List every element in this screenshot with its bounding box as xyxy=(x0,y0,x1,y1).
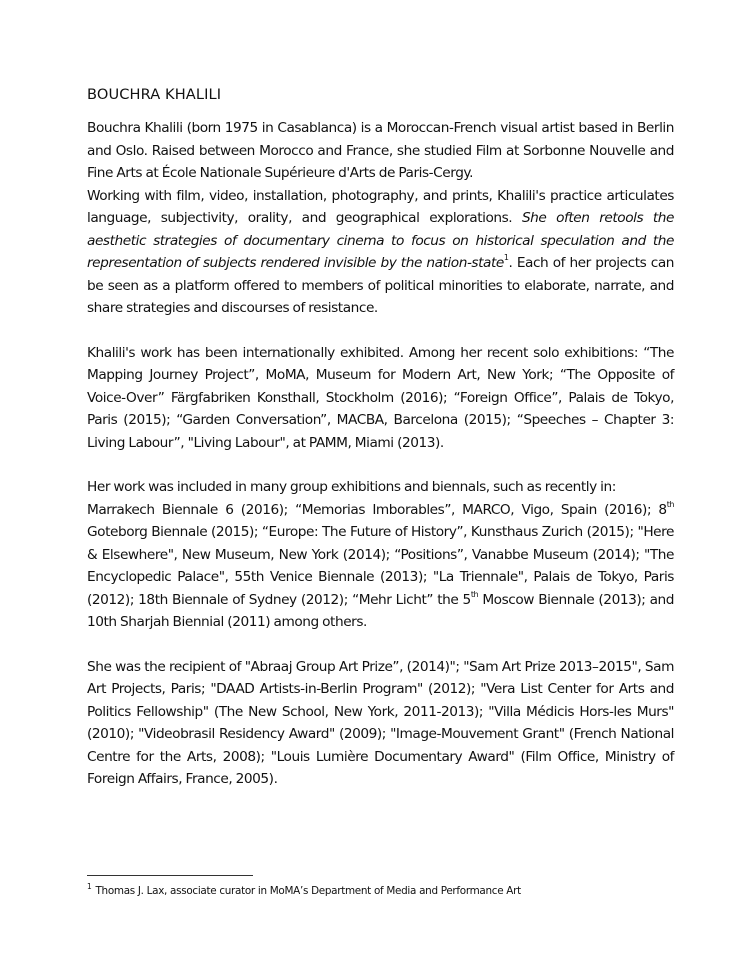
group-list-a: Marrakech Biennale 6 (2016); “Memorias Imborables”, MARCO, Vigo, Spain (2016); 8 xyxy=(87,501,667,518)
group-intro: Her work was included in many group exhibitions and biennals, such as recently in: xyxy=(87,479,616,495)
practice-text: Working with film, video, installation, photography, and prints, Khalili's practice articulates language, subjectivity, orality, and geographical explorations. xyxy=(87,187,674,226)
ordinal-suffix: th xyxy=(666,499,674,509)
group-list-b: Goteborg Biennale (2015); “Europe: The Future of History”, Kunsthaus Zurich (2015); "Here & Elsewhere", New Museum, New York (2014); “Positions”, Vanabbe Museum (2014); "The Encyclopedic Palace", 55th Venice Biennale (2013); "La Triennale", Palais de Tokyo, Paris (2012); 18th Biennale of Sydney (2012); “Mehr Licht” the 5 xyxy=(87,524,674,608)
footnote xyxy=(87,881,674,899)
footnote-number: 1 xyxy=(87,881,92,891)
practice-quote: She often retools the aesthetic strategies of documentary cinema to focus on historical speculation and the representation of subjects rendered invisible by the nation-state xyxy=(87,210,674,271)
solo-exhibitions-paragraph: Khalili's work has been internationally exhibited. Among her recent solo exhibitions: “The Mapping Journey Project”, MoMA, Museum for Modern Art, New York; “The Opposite of Voice-Over” Färgfabriken Konsthall, Stockholm (2016); “Foreign Office”, Palais de Tokyo, Paris (2015); “Garden Conversation”, MACBA, Barcelona (2015); “Speeches – Chapter 3: Living Labour”, "Living Labour", at PAMM, Miami (2013). xyxy=(87,344,674,451)
footnote-text: Thomas J. Lax, associate curator in MoMA’s Department of Media and Performance Art xyxy=(95,885,521,897)
bio-intro: Bouchra Khalili (born 1975 in Casablanca) is a Moroccan-French visual artist based in Berlin and Oslo. Raised between Morocco and France, she studied Film at Sorbonne Nouvelle and Fine Arts at École Nationale Supérieure d'Arts de Paris-Cergy. xyxy=(87,120,674,181)
ordinal-suffix: th xyxy=(470,589,479,599)
document-body xyxy=(87,84,674,791)
practice-tail: . Each of her projects can be seen as a platform offered to members of political minorities to elaborate, narrate, and share strategies and discourses of resistance. xyxy=(87,255,674,316)
group-exhibitions-paragraph xyxy=(87,476,674,634)
group-list-c: Moscow Biennale (2013); and 10th Sharjah Biennial (2011) among others. xyxy=(87,591,674,630)
page-title: BOUCHRA KHALILI xyxy=(87,86,222,103)
footnote-divider xyxy=(87,875,253,876)
footnote-reference: 1 xyxy=(503,253,509,263)
awards-paragraph: She was the recipient of "Abraaj Group Art Prize”, (2014)"; "Sam Art Prize 2013–2015", Sam Art Projects, Paris; "DAAD Artists-in-Berlin Program" (2012); "Vera List Center for Arts and Politics Fellowship" (The New School, New York, 2011-2013); "Villa Médicis Hors-les Murs" (2010); "Videobrasil Residency Award" (2009); "Image-Mouvement Grant" (French National Centre for the Arts, 2008); "Louis Lumière Documentary Award" (Film Office, Ministry of Foreign Affairs, France, 2005). xyxy=(87,658,674,787)
bio-paragraph xyxy=(87,117,674,320)
